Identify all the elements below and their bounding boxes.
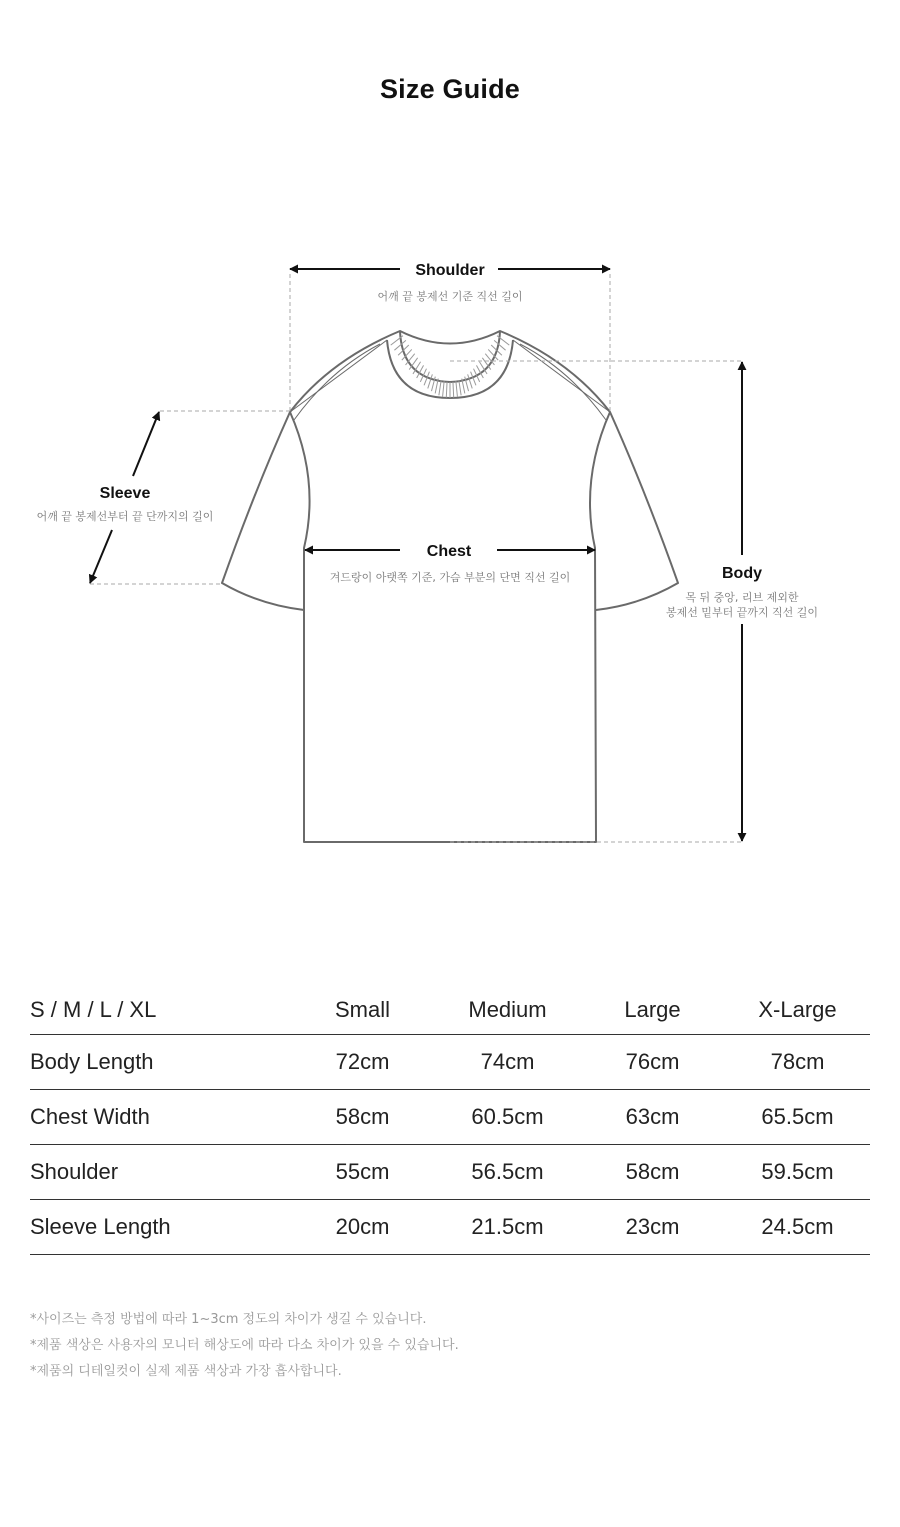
row-label: Chest Width [30, 1090, 290, 1145]
sleeve-arrow-up [133, 412, 159, 476]
rib-line [439, 380, 441, 395]
chest-description: 겨드랑이 아랫쪽 기준, 가슴 부분의 단면 직선 길이 [329, 571, 571, 584]
table-row [30, 1035, 870, 1090]
table-header-cell: S / M / L / XL [30, 986, 290, 1035]
table-cell: 72cm [290, 1035, 435, 1090]
table-cell: 55cm [290, 1145, 435, 1200]
sleeve-description: 어깨 끝 봉제선부터 끝 단까지의 길이 [36, 510, 214, 523]
table-header-cell: Medium [435, 986, 580, 1035]
table-cell: 76cm [580, 1035, 725, 1090]
table-cell: 60.5cm [435, 1090, 580, 1145]
table-cell: 56.5cm [435, 1145, 580, 1200]
table-header-cell: Large [580, 986, 725, 1035]
table-cell: 24.5cm [725, 1200, 870, 1255]
rib-line [459, 380, 461, 395]
body-label: Body [722, 565, 762, 582]
note-item: *제품의 디테일컷이 실제 제품 색상과 가장 흡사합니다. [30, 1364, 342, 1379]
table-header-row [30, 986, 870, 1035]
table-cell: 23cm [580, 1200, 725, 1255]
sleeve-label: Sleeve [99, 485, 151, 502]
body-description-line2: 봉제선 밑부터 끝까지 직선 길이 [665, 606, 819, 619]
shoulder-description: 어깨 끝 봉제선 기준 직선 길이 [377, 290, 523, 303]
table-row [30, 1200, 870, 1255]
sleeve-arrow-down [90, 530, 112, 583]
tshirt-body-outline [290, 331, 610, 842]
row-label: Body Length [30, 1035, 290, 1090]
chest-label: Chest [426, 543, 472, 560]
table-cell: 65.5cm [725, 1090, 870, 1145]
table-row [30, 1090, 870, 1145]
notes [30, 1310, 459, 1388]
table-cell: 58cm [580, 1145, 725, 1200]
rib-line [468, 374, 473, 388]
rib-line [456, 381, 458, 397]
table-row [30, 1145, 870, 1200]
rib-line [443, 381, 445, 397]
measurement-guides [90, 274, 742, 842]
table-cell: 59.5cm [725, 1145, 870, 1200]
table-header-cell: X-Large [725, 986, 870, 1035]
note-item: *제품 색상은 사용자의 모니터 해상도에 따라 다소 차이가 있을 수 있습니다. [30, 1338, 459, 1353]
page-title: Size Guide [379, 74, 521, 104]
tshirt-left-sleeve [222, 412, 304, 610]
row-label: Shoulder [30, 1145, 290, 1200]
size-table [30, 986, 870, 1255]
rib-line [453, 382, 454, 398]
measurement-arrows [90, 269, 742, 841]
rib-line [428, 374, 433, 388]
table-cell: 63cm [580, 1090, 725, 1145]
table-cell: 74cm [435, 1035, 580, 1090]
table-cell: 78cm [725, 1035, 870, 1090]
table-header-cell: Small [290, 986, 435, 1035]
table-cell: 21.5cm [435, 1200, 580, 1255]
shoulder-label: Shoulder [415, 262, 485, 279]
collar-ribbing [391, 336, 510, 398]
row-label: Sleeve Length [30, 1200, 290, 1255]
note-item: *사이즈는 측정 방법에 따라 1~3cm 정도의 차이가 생길 수 있습니다. [30, 1312, 427, 1327]
table-cell: 20cm [290, 1200, 435, 1255]
rib-line [446, 382, 447, 398]
body-description-line1: 목 뒤 중앙, 리브 제외한 [685, 591, 799, 604]
table-cell: 58cm [290, 1090, 435, 1145]
tshirt-right-sleeve [596, 412, 678, 610]
